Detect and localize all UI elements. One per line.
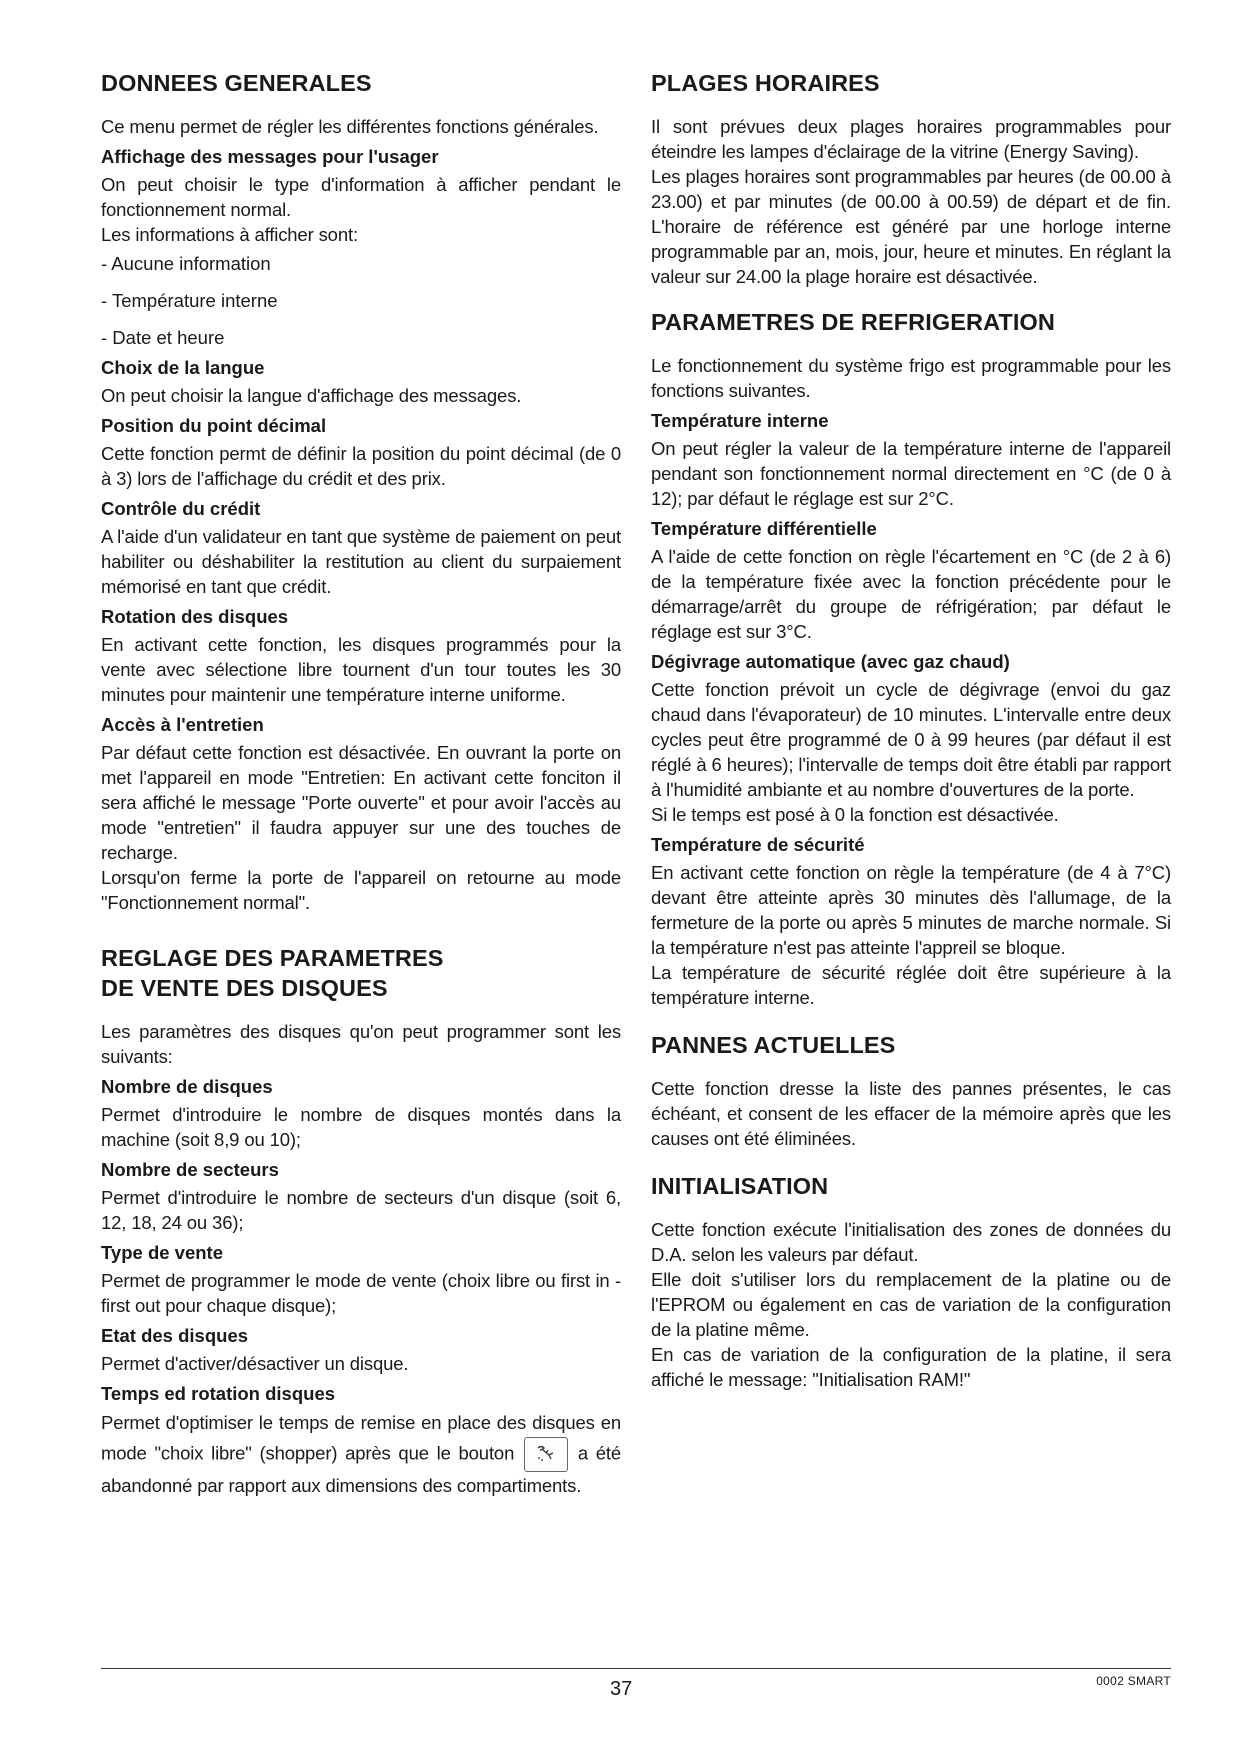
rotation-text: En activant cette fonction, les disques programmés pour la vente avec sélectione libre tournent d'un tour toutes les 30 minutes pour maintenir une température interne uniforme. — [101, 634, 621, 705]
credit-text: A l'aide d'un validateur en tant que système de paiement on peut habiliter ou déshabiliter la restitution au client du surpaiement mémorisé en tant que crédit. — [101, 526, 621, 597]
nombre-secteurs-text: Permet d'introduire le nombre de secteurs d'un disque (soit 6, 12, 18, 24 ou 36); — [101, 1187, 621, 1233]
right-column — [651, 68, 1171, 1396]
subtitle-degivrage: Dégivrage automatique (avec gaz chaud) — [651, 651, 1010, 672]
subtitle-affichage: Affichage des messages pour l'usager — [101, 146, 439, 167]
decimal-text: Cette fonction permt de définir la position du point décimal (de 0 à 3) lors de l'affichage du crédit et des prix. — [101, 443, 621, 489]
section-title-refrigeration: PARAMETRES DE REFRIGERATION — [651, 309, 1055, 335]
reglage-intro: Les paramètres des disques qu'on peut programmer sont les suivants: — [101, 1021, 621, 1067]
subtitle-temp-differentielle: Température différentielle — [651, 518, 877, 539]
subtitle-temps-rotation: Temps ed rotation disques — [101, 1383, 336, 1404]
section-title-plages: PLAGES HORAIRES — [651, 70, 880, 96]
display-options-list — [101, 251, 621, 350]
refrigeration-intro: Le fonctionnement du système frigo est programmable pour les fonctions suivantes. — [651, 355, 1171, 401]
init-text-1: Cette fonction exécute l'initialisation des zones de données du D.A. selon les valeurs par défaut. — [651, 1219, 1171, 1265]
subtitle-credit: Contrôle du crédit — [101, 498, 261, 519]
subtitle-temp-interne: Température interne — [651, 410, 829, 431]
key-hand-icon — [524, 1437, 568, 1472]
subtitle-temp-securite: Température de sécurité — [651, 834, 865, 855]
temp-differentielle-text: A l'aide de cette fonction on règle l'écartement en °C (de 2 à 6) de la température fixée avec la fonction précédente pour le démarrage/arrêt du groupe de réfrigération; par défaut le réglage est sur 3°C. — [651, 546, 1171, 642]
subtitle-nombre-secteurs: Nombre de secteurs — [101, 1159, 279, 1180]
affichage-text-2: Les informations à afficher sont: — [101, 224, 358, 245]
list-item: - Température interne — [101, 290, 278, 311]
affichage-text: On peut choisir le type d'information à afficher pendant le fonctionnement normal. — [101, 174, 621, 220]
temp-interne-text: On peut régler la valeur de la température interne de l'appareil pendant son fonctionnement normal directement en °C (de 0 à 12); par défaut le réglage est sur 2°C. — [651, 438, 1171, 509]
subtitle-etat-disques: Etat des disques — [101, 1325, 249, 1346]
section-title-reglage — [101, 943, 621, 1003]
init-text-3: En cas de variation de la configuration de la platine, il sera affiché le message: "Initialisation RAM!" — [651, 1344, 1171, 1390]
page-number: 37 — [610, 1678, 633, 1700]
subtitle-type-vente: Type de vente — [101, 1242, 224, 1263]
pannes-text: Cette fonction dresse la liste des pannes présentes, le cas échéant, et consent de les effacer de la mémoire après que les causes ont été éliminées. — [651, 1078, 1171, 1149]
degivrage-text-2: Si le temps est posé à 0 la fonction est désactivée. — [651, 804, 1059, 825]
subtitle-langue: Choix de la langue — [101, 357, 265, 378]
temps-text-after: a été abandonné par rapport aux dimensions des compartiments. — [101, 1442, 622, 1496]
section-title-donnees-generales: DONNEES GENERALES — [101, 70, 372, 96]
section-title-pannes: PANNES ACTUELLES — [651, 1032, 896, 1058]
footer-code: 0002 SMART — [1096, 1674, 1171, 1688]
list-item: - Aucune information — [101, 253, 271, 274]
section-title-initialisation: INITIALISATION — [651, 1173, 829, 1199]
type-vente-text: Permet de programmer le mode de vente (choix libre ou first in - first out pour chaque disque); — [101, 1270, 621, 1316]
subtitle-decimal: Position du point décimal — [101, 415, 327, 436]
etat-disques-text: Permet d'activer/désactiver un disque. — [101, 1353, 409, 1374]
acces-text-2: Lorsqu'on ferme la porte de l'appareil on retourne au mode "Fonctionnement normal". — [101, 867, 621, 913]
temps-text-before: Permet d'optimiser le temps de remise en place des disques en mode "choix libre" (shopper) après que le bouton — [101, 1412, 621, 1464]
reglage-title-line-2: DE VENTE DES DISQUES — [101, 975, 388, 1001]
temp-securite-text: En activant cette fonction on règle la température (de 4 à 7°C) devant être atteinte après 30 minutes dès l'allumage, de la fermeture de la porte ou après 5 minutes de marche normale. Si la température n'est pas atteinte l'appreil se bloque. — [651, 862, 1171, 958]
subtitle-rotation: Rotation des disques — [101, 606, 289, 627]
plages-text-2: Les plages horaires sont programmables par heures (de 00.00 à 23.00) et par minutes (de 00.00 à 00.59) de départ et de fin. L'horaire de référence est généré par une horloge interne programmable par an, mois, jour, heure et minutes. En réglant la valeur sur 24.00 la plage horaire est désactivée. — [651, 166, 1171, 287]
left-column — [101, 68, 621, 1504]
acces-text: Par défaut cette fonction est désactivée. En ouvrant la porte on met l'appareil en mode "Entretien: En activant cette fonciton il sera affiché le message "Porte ouverte" et pour avoir l'accès au mode "entretien" il faudra appuyer sur une des touches de recharge. — [101, 742, 621, 863]
temp-securite-text-2: La température de sécurité réglée doit être supérieure à la température interne. — [651, 962, 1171, 1008]
general-intro: Ce menu permet de régler les différentes fonctions générales. — [101, 116, 599, 137]
subtitle-nombre-disques: Nombre de disques — [101, 1076, 273, 1097]
reglage-title-line-1: REGLAGE DES PARAMETRES — [101, 945, 444, 971]
footer-divider — [101, 1668, 1171, 1669]
subtitle-acces: Accès à l'entretien — [101, 714, 264, 735]
list-item: - Date et heure — [101, 327, 225, 348]
langue-text: On peut choisir la langue d'affichage des messages. — [101, 385, 522, 406]
degivrage-text: Cette fonction prévoit un cycle de dégivrage (envoi du gaz chaud dans l'évaporateur) de 10 minutes. L'intervalle entre deux cycles peut être programmé de 0 à 99 heures (par défaut il est réglé à 6 heures); l'intervalle de temps doit être établi par rapport à l'humidité ambiante et au nombre d'ouvertures de la porte. — [651, 679, 1171, 800]
init-text-2: Elle doit s'utiliser lors du remplacement de la platine ou de l'EPROM ou également en cas de variation de la configuration de la platine même. — [651, 1269, 1171, 1340]
nombre-disques-text: Permet d'introduire le nombre de disques montés dans la machine (soit 8,9 ou 10); — [101, 1104, 621, 1150]
plages-text-1: Il sont prévues deux plages horaires programmables pour éteindre les lampes d'éclairage de la vitrine (Energy Saving). — [651, 116, 1171, 162]
temps-rotation-text — [101, 1409, 621, 1500]
